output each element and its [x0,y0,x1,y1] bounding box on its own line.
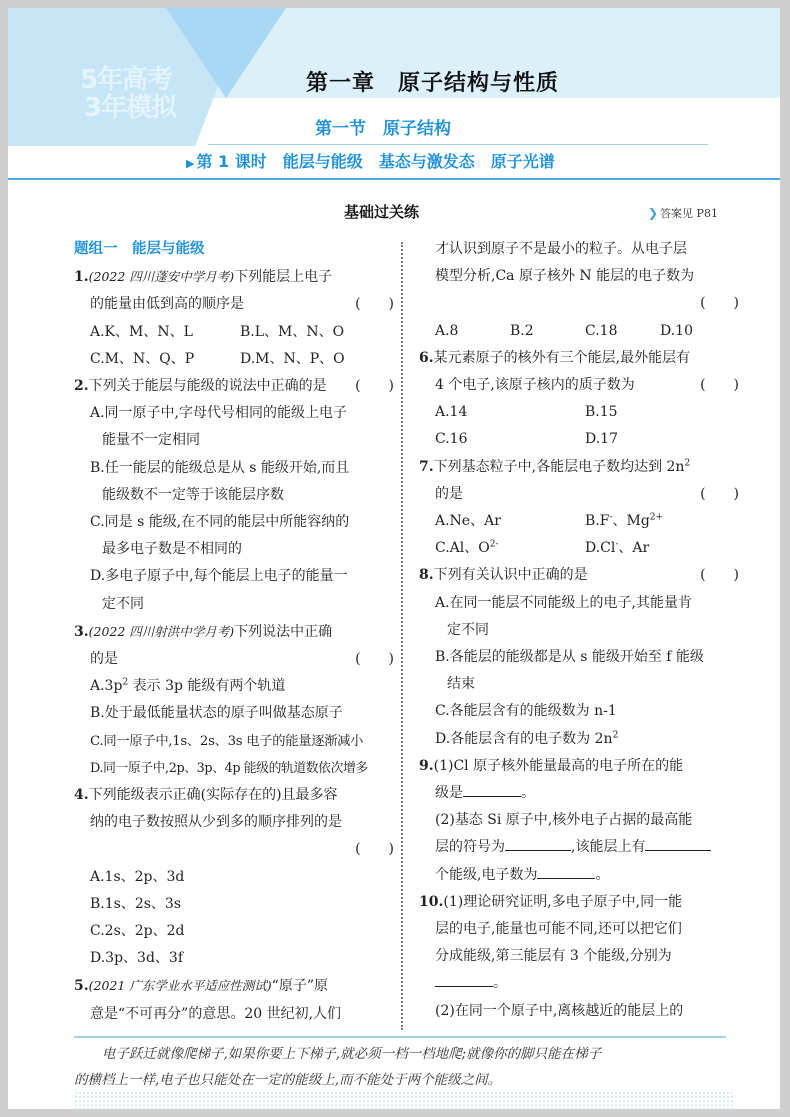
question-9 [419,753,739,889]
option-c: C.同是 s 能级,在不同的能层中所能容纳的 [90,514,350,531]
punctuation: 。 [595,866,610,883]
page [8,8,780,1109]
option-c: C.16 [435,431,468,448]
superscript: - [609,512,613,523]
option-b: B.1s、2s、3s [90,895,182,912]
option-d: D.同一原子中,2p、3p、4p 能级的轨道数依次增多 [90,760,368,776]
option-b: B.各能层的能级都是从 s 能级开始至 f 能级 [435,649,704,666]
option-a [74,673,394,700]
option-text: C.Al、O [435,540,490,557]
question-stem: 纳的电子数按照从少到多的顺序排列的是 [90,814,342,831]
lesson-title: 第 1 课时 能层与能级 基态与激发态 原子光谱 [196,152,555,171]
question-stem: 4 个电子,该原子核内的质子数为 [435,377,635,394]
question-stem: ,该能层上有 [571,839,646,856]
question-stem: 级是 [435,785,463,802]
chevron-right-icon: ❯ [648,206,659,220]
question-5 [74,972,394,1027]
question-5-cont [419,236,739,345]
option-a-cont: 定不同 [447,621,489,638]
superscript: 2 [122,677,129,688]
question-10 [419,889,739,1025]
answer-paren[interactable]: ( ) [355,378,394,395]
column-divider [401,242,403,1030]
option-d: D.3p、3d、3f [90,950,184,967]
option-c: C.同一原子中,1s、2s、3s 电子的能量逐渐减小 [90,733,364,749]
question-stem: 下列说法中正确 [234,623,333,640]
question-stem: 的能量由低到高的顺序是 [90,296,244,313]
question-source: (2021 广东学业水平适应性测试) [88,978,272,994]
question-stem: 模型分析,Ca 原子核外 N 能层的电子数为 [435,268,695,285]
option-c [435,535,585,562]
option-text: 、Mg [612,513,650,530]
option-d: D.多电子原子中,每个能层上电子的能量一 [90,568,348,585]
question-4 [74,782,394,972]
superscript: - [615,539,619,550]
answer-paren[interactable]: ( ) [355,296,394,313]
answer-reference [648,205,718,221]
answer-paren[interactable]: ( ) [355,841,394,858]
superscript: 2 [684,457,691,468]
punctuation: 。 [493,975,507,992]
option-b: B.15 [585,404,618,421]
question-stem: 下列基态粒子中,各能层电子数均达到 2n [433,458,685,475]
lesson-title-row [186,149,555,172]
punctuation: 。 [521,785,535,802]
footer-line-2: 的横档上一样,电子也只能处在一定的能级上,而不能处于两个能级之间。 [74,1072,502,1088]
answer-paren[interactable]: ( ) [700,485,739,502]
option-a: A.14 [435,404,468,421]
answer-blank[interactable] [435,970,493,987]
question-source: (2022 四川射洪中学月考) [88,623,235,639]
question-stem: 的是 [90,651,118,668]
question-number: 9. [419,757,434,774]
question-stem: 分成能级,第三能层有 3 个能级,分别为 [435,948,672,965]
option-b: B.2 [510,322,534,339]
option-d: D.10 [660,322,693,339]
footer-divider [74,1036,726,1038]
option-b-cont: 能级数不一定等于该能层序数 [102,486,284,503]
option-a: A.Ne、Ar [435,513,501,530]
answer-reference-text: 答案见 P81 [660,207,718,220]
section-underline [208,144,708,145]
question-number: 10. [419,893,444,910]
question-stem: 下列能层上电子 [234,269,333,286]
option-a: A.K、M、N、L [90,323,193,340]
option-d [585,535,735,562]
option-d [419,726,739,753]
option-b: B.任一能层的能级总是从 s 能级开始,而且 [90,459,350,476]
question-stem: (2)在同一个原子中,离核越近的能层上的 [435,1002,684,1019]
question-stem: 意是“不可再分”的意思。20 世纪初,人们 [90,1005,342,1022]
option-c-cont: 最多电子数是不相同的 [102,541,242,558]
question-number: 3. [74,623,89,640]
dotted-pattern-decoration [74,1091,734,1109]
option-text: D.Cl [585,540,616,557]
option-text: 表示 3p 能级有两个轨道 [128,678,286,695]
question-stem: 某元素原子的核外有三个能层,最外能层有 [433,349,691,366]
superscript: 2+ [649,512,664,523]
superscript: 2 [612,730,619,740]
option-a: A.1s、2p、3d [90,868,185,885]
option-c: C.M、N、Q、P [90,350,195,367]
answer-paren[interactable]: ( ) [700,567,739,584]
option-text: 、Ar [618,540,650,557]
option-c: C.2s、2p、2d [90,923,185,940]
superscript: 2- [489,539,499,550]
question-3 [74,618,394,782]
option-d-cont: 定不同 [102,595,144,612]
question-number: 8. [419,567,434,584]
play-triangle-icon: ▶ [186,157,195,170]
question-stem: (1)Cl 原子核外能量最高的电子所在的能 [433,757,684,774]
option-d: D.M、N、P、O [240,350,345,367]
option-text: D.各能层含有的电子数为 2n [435,730,613,747]
question-8 [419,562,739,752]
question-source: (2022 四川蓬安中学月考) [88,269,235,285]
question-number: 6. [419,349,434,366]
header-divider [8,178,780,180]
chapter-title: 第一章 原子结构与性质 [306,71,560,96]
question-stem: 下列有关认识中正确的是 [433,567,588,584]
option-a: A.同一原子中,字母代号相同的能级上电子 [90,405,348,422]
question-stem: (1)理论研究证明,多电子原子中,同一能 [443,893,683,910]
answer-paren[interactable]: ( ) [700,295,739,312]
question-number: 4. [74,787,89,804]
question-number: 1. [74,269,89,286]
question-6 [419,345,739,454]
option-b: B.L、M、N、O [240,323,345,340]
question-number: 2. [74,378,89,395]
logo-line-1: 5年高考 [80,65,173,95]
question-1 [74,263,394,373]
question-stem: 下列能级表示正确(实际存在的)且最多容 [88,787,338,804]
answer-blank[interactable] [645,834,711,851]
group-title: 题组一 能层与能级 [74,241,205,257]
logo-line-2: 3年模拟 [84,93,177,123]
question-7 [419,454,739,563]
answer-paren[interactable]: ( ) [700,377,739,394]
question-stem: 层的电子,能量也可能不同,还可以把它们 [435,921,682,938]
brand-logo [80,66,176,122]
footer-line-1: 电子跃迁就像爬梯子,如果你要上下梯子,就必须一档一档地爬;就像你的脚只能在梯子 [102,1046,602,1062]
question-stem: “原子”原 [271,978,328,995]
option-b [585,508,735,535]
answer-blank[interactable] [463,780,521,797]
question-stem: 下列关于能层与能级的说法中正确的是 [88,378,327,395]
answer-blank[interactable] [505,834,571,851]
question-number: 5. [74,978,89,995]
question-stem: 个能级,电子数为 [435,866,538,883]
option-d: D.17 [585,431,618,448]
option-a: A.8 [435,322,459,339]
option-b: B.处于最低能量状态的原子叫做基态原子 [90,705,343,722]
option-a: A.在同一能层不同能级上的电子,其能量肯 [435,594,693,611]
option-text: A.3p [90,678,123,695]
left-column [74,236,394,1028]
question-stem: 才认识到原子不是最小的粒子。从电子层 [435,241,687,257]
option-c: C.各能层含有的能级数为 n-1 [435,703,617,720]
answer-blank[interactable] [537,862,595,879]
practice-title [344,201,419,222]
section-title: 第一节 原子结构 [315,119,451,139]
question-stem: 层的符号为 [435,839,505,856]
practice-title-text: 基础过关练 [344,203,420,221]
option-text: B.F [585,513,610,530]
question-stem: (2)基态 Si 原子中,核外电子占据的最高能 [435,812,693,829]
question-stem: 的是 [435,485,463,502]
answer-paren[interactable]: ( ) [355,651,394,668]
option-c: C.18 [585,322,618,339]
option-b-cont: 结束 [447,676,475,693]
question-2 [74,373,394,618]
question-number: 7. [419,458,434,475]
footer-note [74,1041,734,1093]
option-a-cont: 能量不一定相同 [102,432,200,449]
right-column [419,236,739,1025]
